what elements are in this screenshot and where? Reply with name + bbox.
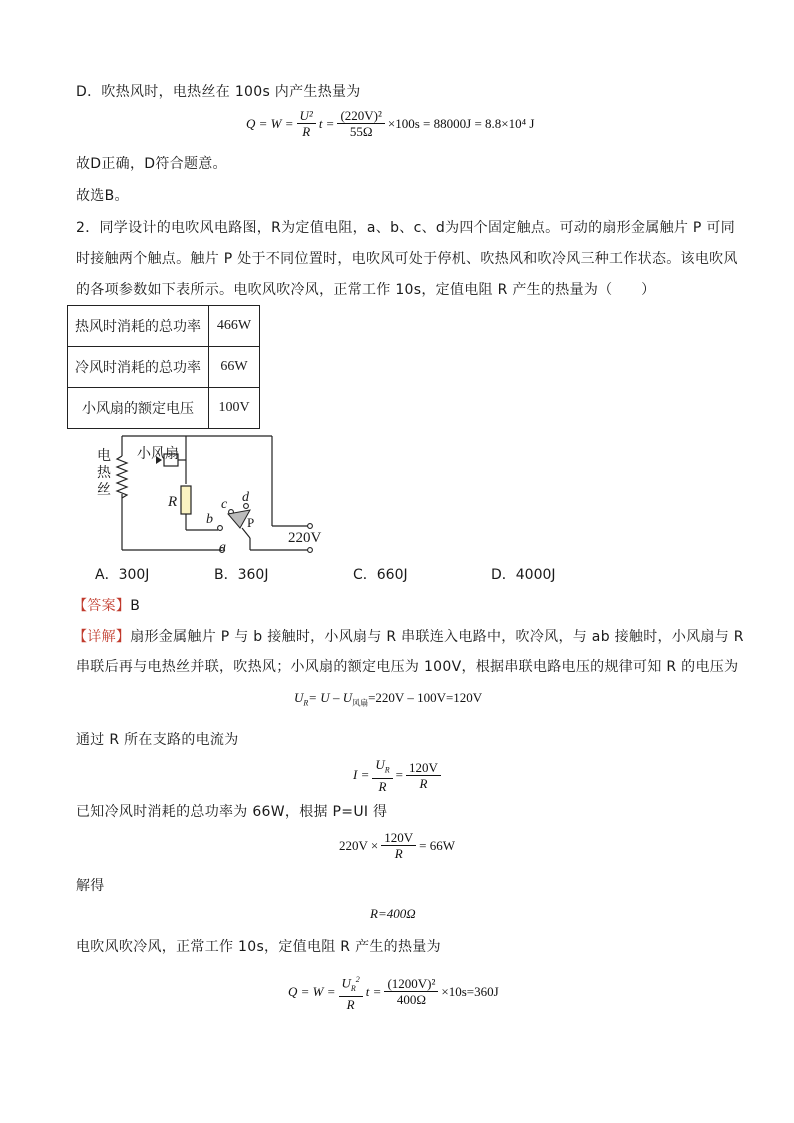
formula-part: = U – U <box>308 690 353 705</box>
table-cell: 466W <box>209 306 260 347</box>
fraction-num: U² <box>297 108 316 124</box>
table-row <box>68 388 260 429</box>
fraction-num: (220V)² <box>337 108 384 124</box>
detail-line-2: 串联后再与电热丝并联，吹热风；小风扇的额定电压为 100V，根据串联电路电压的规律可知 R 的电压为 <box>76 659 739 675</box>
formula-part: 220V × <box>339 837 379 853</box>
formula-power <box>339 830 455 861</box>
fan-label: 小风扇 <box>137 446 179 462</box>
switch-p-label: P <box>247 515 255 530</box>
contact-c-label: c <box>221 497 228 512</box>
formula-ur <box>294 690 482 709</box>
heater-coil-icon <box>117 456 127 498</box>
answer-label: 【答案】 <box>73 598 131 614</box>
formula-part: Q = W = <box>288 983 336 999</box>
parameter-table <box>67 305 260 429</box>
answer-value: B <box>130 598 141 614</box>
formula-lhs: Q = W = <box>246 115 294 131</box>
conclusion-text: 故D正确，D符合题意。 <box>76 156 227 172</box>
heat-text: 电吹风吹冷风，正常工作 10s，定值电阻 R 产生的热量为 <box>76 939 441 955</box>
fraction-den: 400Ω <box>396 992 426 1008</box>
table-cell: 100V <box>209 388 260 429</box>
option-c: C．660J <box>353 567 408 583</box>
fraction-num: $U_R$ <box>372 757 392 779</box>
fraction-den: R <box>346 996 355 1012</box>
resistor-label: R <box>168 494 178 510</box>
fraction <box>384 976 438 1007</box>
choose-text: 故选B。 <box>76 188 129 204</box>
table-row <box>68 347 260 388</box>
table-cell: 66W <box>209 347 260 388</box>
resistor-icon <box>181 486 191 514</box>
table-cell: 冷风时消耗的总功率 <box>68 347 209 388</box>
fraction-num: 120V <box>381 830 416 846</box>
formula-part: = 66W <box>419 837 455 853</box>
heater-label: 电热丝 <box>97 448 111 498</box>
detail-text: 扇形金属触片 P 与 b 接触时，小风扇与 R 串联连入电路中，吹冷风，与 ab 接触时，小风扇与 R <box>130 629 744 645</box>
formula-d <box>246 108 534 139</box>
fraction-den: R <box>378 778 387 794</box>
fraction-num: (1200V)² <box>384 976 438 992</box>
answer-line <box>73 596 140 616</box>
formula-r: R=400Ω <box>370 906 416 921</box>
detail-line-1 <box>73 627 744 647</box>
fraction-den: 55Ω <box>349 124 373 139</box>
formula-part: = <box>395 767 403 783</box>
power-text: 已知冷风时消耗的总功率为 66W，根据 P=UI 得 <box>76 804 388 820</box>
detail-label: 【详解】 <box>73 629 131 645</box>
terminal <box>308 524 313 529</box>
fraction <box>381 830 416 861</box>
fraction <box>297 108 316 139</box>
formula-sub: 风扇 <box>352 698 369 708</box>
option-d: D．4000J <box>491 567 556 583</box>
fraction-den: R <box>419 775 428 791</box>
contact-b <box>218 526 223 531</box>
question-line-2: 时接触两个触点。触片 P 处于不同位置时，电吹风可处于停机、吹热风和吹冷风三种工作状态。该电吹风 <box>76 251 738 267</box>
voltage-label: 220V <box>288 530 322 546</box>
option-a: A．300J <box>95 567 150 583</box>
formula-part: =220V – 100V=120V <box>368 690 483 705</box>
formula-part: U <box>294 690 304 705</box>
fraction-den: R <box>394 846 403 861</box>
contact-d-label: d <box>242 490 249 505</box>
current-text: 通过 R 所在支路的电流为 <box>76 732 239 748</box>
fraction <box>406 760 441 791</box>
table-cell: 小风扇的额定电压 <box>68 388 209 429</box>
question-line-3: 的各项参数如下表所示。电吹风吹冷风，正常工作 10s，定值电阻 R 产生的热量为（ ） <box>76 282 656 298</box>
formula-rhs: ×100s = 88000J = 8.8×10⁴ J <box>387 115 535 131</box>
table-cell: 热风时消耗的总功率 <box>68 306 209 347</box>
question-line-1: 2．同学设计的电吹风电路图，R为定值电阻，a、b、c、d为四个固定触点。可动的扇形金属触片 P 可同 <box>76 220 736 236</box>
contact-a-label: a <box>219 540 226 555</box>
formula-part: ×10s=360J <box>441 983 499 999</box>
fraction <box>337 108 384 139</box>
fraction-num: $U_R^2$ <box>339 972 363 997</box>
fraction <box>339 972 363 1012</box>
formula-heat <box>288 972 499 1012</box>
solve-text: 解得 <box>76 878 105 894</box>
option-b: B．360J <box>214 567 269 583</box>
fraction-num: 120V <box>406 760 441 776</box>
terminal <box>308 548 313 553</box>
formula-part: I = <box>353 767 370 783</box>
contact-b-label: b <box>206 512 213 527</box>
statement-d: D．吹热风时，电热丝在 100s 内产生热量为 <box>76 84 361 100</box>
formula-part: t = <box>365 983 382 999</box>
fraction-den: R <box>302 124 311 139</box>
formula-sub: R <box>303 698 309 708</box>
fraction <box>372 757 392 794</box>
table-row <box>68 306 260 347</box>
formula-t: t = <box>318 115 335 131</box>
formula-current <box>353 757 444 794</box>
